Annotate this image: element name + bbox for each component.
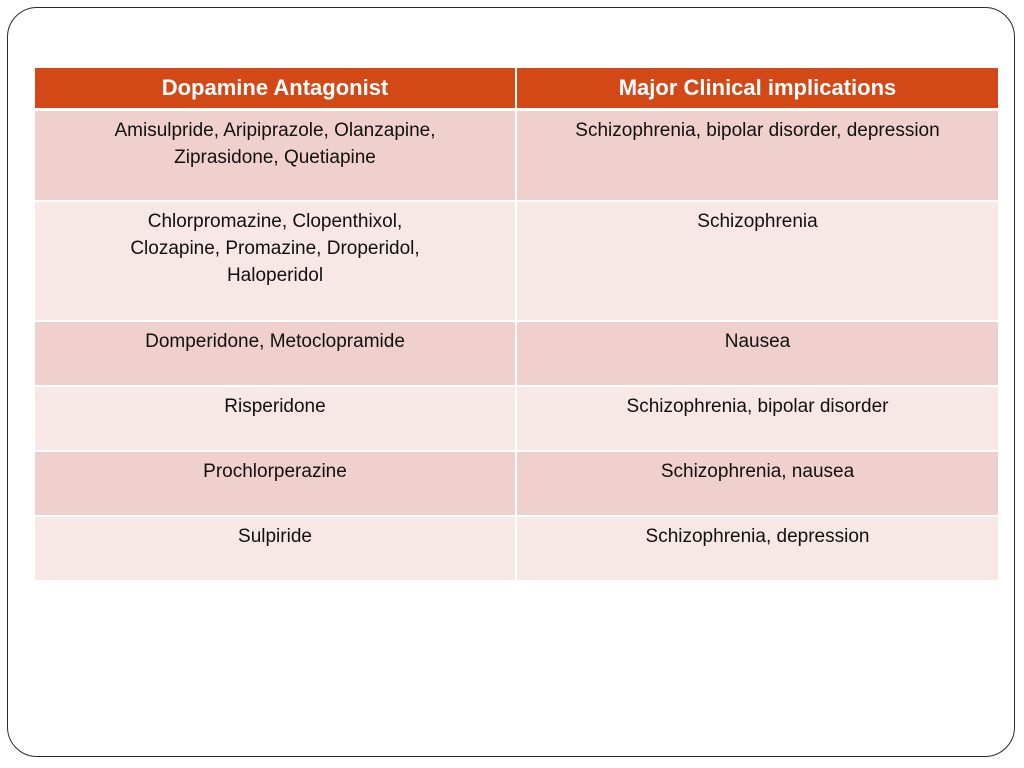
table-row <box>35 451 998 516</box>
table-row <box>35 516 998 581</box>
table-header-row <box>35 68 998 110</box>
antagonist-line: Ziprasidone, Quetiapine <box>174 147 376 168</box>
antagonist-cell <box>35 516 516 581</box>
table-row <box>35 386 998 451</box>
antagonist-line: Sulpiride <box>238 525 312 547</box>
antagonist-line: Amisulpride, Aripiprazole, Olanzapine, <box>114 120 436 141</box>
table-row <box>35 201 998 321</box>
antagonist-line: Clozapine, Promazine, Droperidol, <box>130 237 420 259</box>
antagonist-line: Haloperidol <box>226 264 324 286</box>
implication-cell: Nausea <box>516 321 998 386</box>
table-row <box>35 110 998 201</box>
implication-cell: Schizophrenia, nausea <box>516 451 998 516</box>
header-dopamine-antagonist: Dopamine Antagonist <box>35 68 516 110</box>
antagonist-line: Prochlorperazine <box>203 460 347 482</box>
antagonist-line: Chlorpromazine, Clopenthixol, <box>147 210 403 232</box>
implication-cell: Schizophrenia <box>516 201 998 321</box>
implication-cell: Schizophrenia, bipolar disorder <box>516 386 998 451</box>
antagonist-line: Domperidone, Metoclopramide <box>145 330 405 352</box>
implication-cell: Schizophrenia, depression <box>516 516 998 581</box>
antagonist-cell <box>35 451 516 516</box>
dopamine-antagonist-table <box>35 68 998 582</box>
antagonist-line: Risperidone <box>224 395 326 417</box>
antagonist-cell <box>35 201 516 321</box>
antagonist-cell <box>35 386 516 451</box>
header-clinical-implications: Major Clinical implications <box>516 68 998 110</box>
antagonist-cell <box>35 321 516 386</box>
table-row <box>35 321 998 386</box>
antagonist-cell <box>35 110 516 201</box>
implication-cell: Schizophrenia, bipolar disorder, depression <box>516 110 998 201</box>
